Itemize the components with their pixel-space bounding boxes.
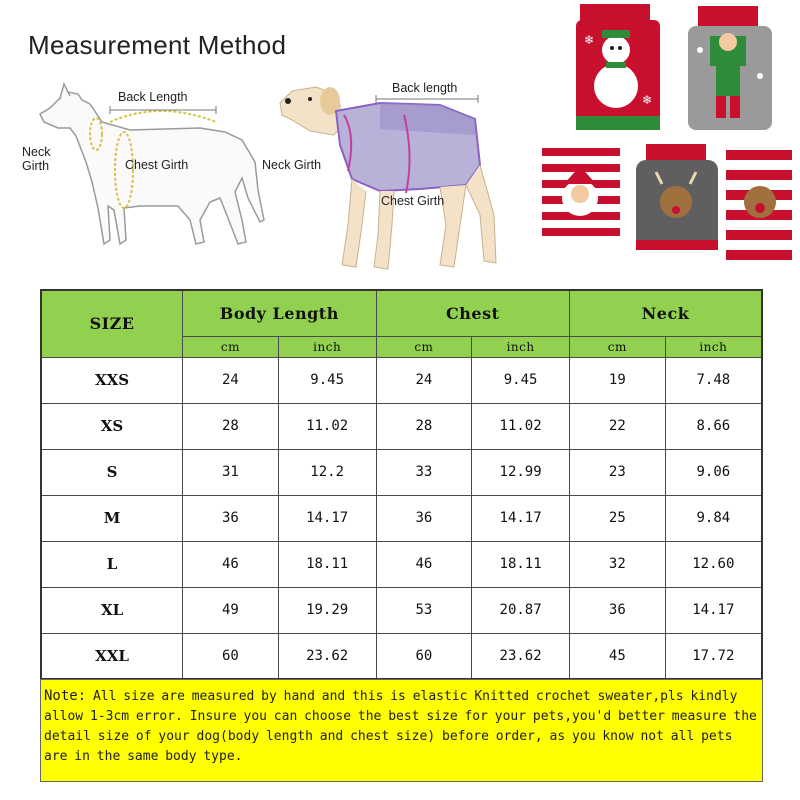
table-cell: 45 [569,633,665,679]
snowman-sweater-image [570,4,670,138]
table-cell: 14.17 [278,495,376,541]
neck-girth-label-right: Neck Girth [262,158,322,172]
table-cell: 28 [376,403,472,449]
table-cell: 9.45 [278,357,376,403]
reindeer-gray-sweater-image [632,144,722,254]
back-length-label-left: Back Length [118,90,188,104]
table-cell: 46 [376,541,472,587]
neck-girth-label-left: Neck Girth [22,145,51,173]
back-length-label-right: Back length [392,81,458,95]
size-cell: XS [41,403,183,449]
svg-text:❄: ❄ [642,93,653,107]
elf-sweater-image [680,6,780,136]
note-box [40,679,763,782]
size-cell: XL [41,587,183,633]
table-cell: 28 [183,403,279,449]
size-chart-table [40,289,763,680]
table-cell: 46 [183,541,279,587]
reindeer-striped-sweater-image [724,146,794,276]
svg-text:❄: ❄ [584,33,595,47]
unit-header-inch: inch [665,336,762,357]
santa-sweater-image [538,142,624,246]
table-cell: 12.99 [472,449,570,495]
size-cell: XXS [41,357,183,403]
table-cell: 19.29 [278,587,376,633]
table-row [41,541,762,587]
table-cell: 12.2 [278,449,376,495]
table-cell: 24 [183,357,279,403]
table-cell: 23.62 [278,633,376,679]
table-row [41,357,762,403]
table-cell: 22 [569,403,665,449]
table-cell: 31 [183,449,279,495]
table-cell: 7.48 [665,357,762,403]
unit-header-inch: inch [278,336,376,357]
size-column-header: SIZE [41,290,183,357]
unit-header-cm: cm [376,336,472,357]
table-cell: 53 [376,587,472,633]
table-cell: 49 [183,587,279,633]
size-cell: S [41,449,183,495]
table-cell: 18.11 [278,541,376,587]
table-cell: 19 [569,357,665,403]
table-cell: 36 [183,495,279,541]
table-cell: 36 [569,587,665,633]
table-cell: 32 [569,541,665,587]
table-cell: 25 [569,495,665,541]
chest-header: Chest [376,290,569,336]
table-cell: 33 [376,449,472,495]
table-cell: 11.02 [278,403,376,449]
note-label: Note: [44,688,87,704]
table-cell: 11.02 [472,403,570,449]
chest-girth-label-right: Chest Girth [381,194,445,208]
table-row [41,495,762,541]
table-cell: 17.72 [665,633,762,679]
dog-photo-diagram [270,75,500,280]
table-row [41,403,762,449]
table-cell: 9.45 [472,357,570,403]
table-row [41,449,762,495]
unit-header-cm: cm [183,336,279,357]
note-text: All size are measured by hand and this is elastic Knitted crochet sweater,pls kindly allow 1-3cm error. Insure you can choose the best size for your pets,you'd better measure the detail size of your dog(body length and chest size) before order, as you know not all pets are in the same body type. [44,689,757,764]
table-cell: 60 [183,633,279,679]
table-row [41,587,762,633]
table-cell: 23 [569,449,665,495]
neck-header: Neck [569,290,762,336]
unit-header-cm: cm [569,336,665,357]
size-cell: L [41,541,183,587]
table-cell: 23.62 [472,633,570,679]
table-row [41,633,762,679]
size-cell: XXL [41,633,183,679]
table-cell: 14.17 [665,587,762,633]
table-cell: 12.60 [665,541,762,587]
table-cell: 14.17 [472,495,570,541]
unit-header-inch: inch [472,336,570,357]
table-cell: 36 [376,495,472,541]
body-length-header: Body Length [183,290,376,336]
table-cell: 9.84 [665,495,762,541]
table-cell: 9.06 [665,449,762,495]
table-cell: 18.11 [472,541,570,587]
page-title: Measurement Method [28,30,287,60]
table-cell: 8.66 [665,403,762,449]
dog-with-sweater-illustration [270,75,500,280]
table-cell: 24 [376,357,472,403]
chest-girth-label-left: Chest Girth [125,158,189,172]
table-cell: 20.87 [472,587,570,633]
size-cell: M [41,495,183,541]
table-cell: 60 [376,633,472,679]
